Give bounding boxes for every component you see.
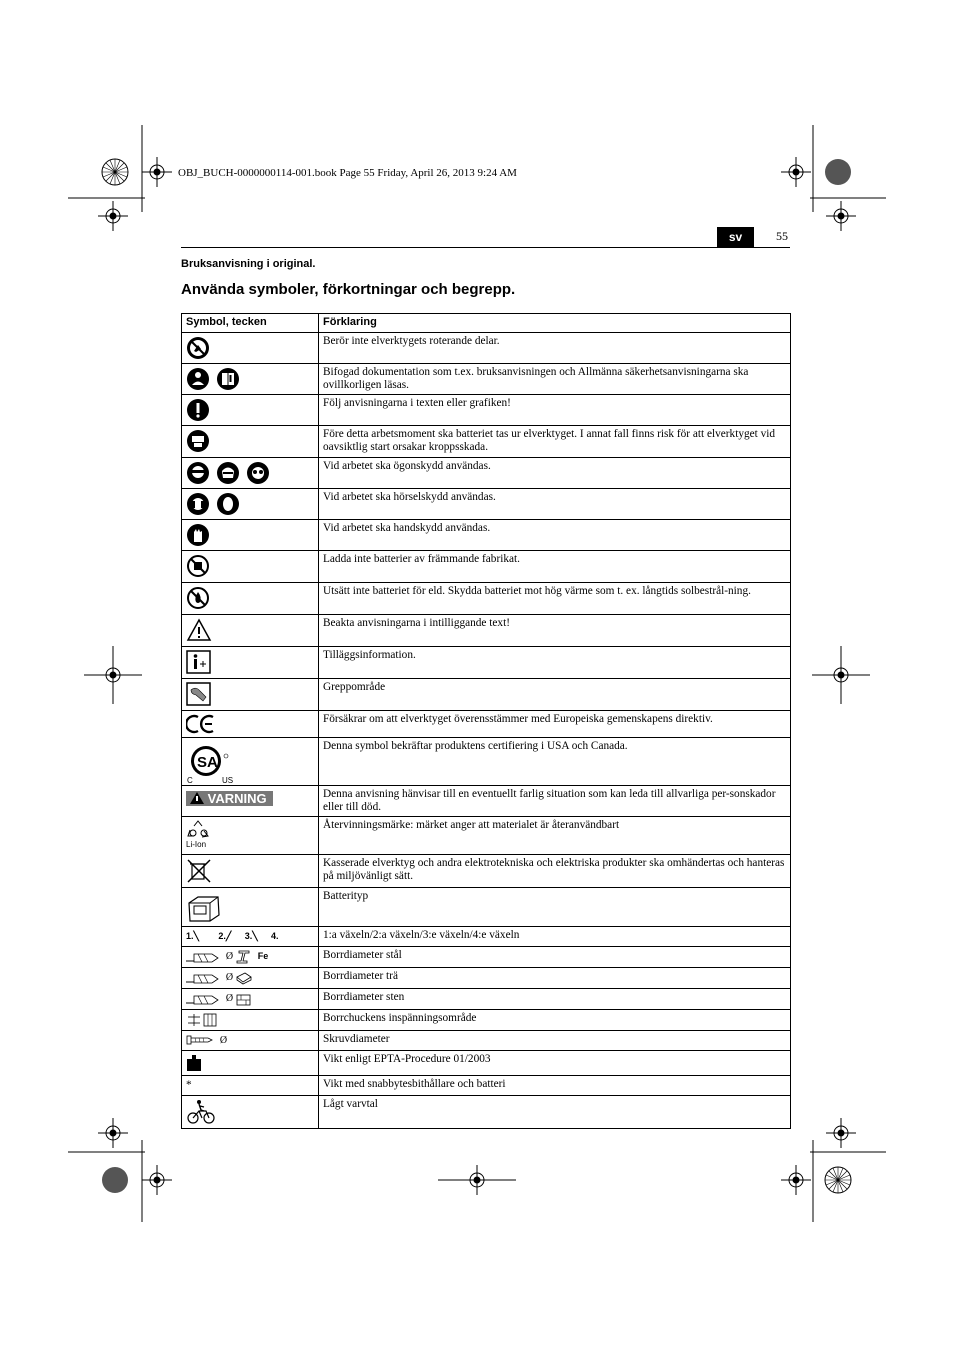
face-shield-icon	[216, 461, 240, 485]
table-row	[182, 1096, 791, 1129]
explanation-cell: Utsätt inte batteriet för eld. Skydda batteriet mot hög värme som t. ex. långtids solbestrål-ning.	[319, 583, 791, 615]
explanation-cell: Bifogad dokumentation som t.ex. bruksanvisningen och Allmänna säkerhetsanvisningarna ska ovillkorligen läsas.	[319, 364, 791, 395]
table-row	[182, 738, 791, 786]
exclamation-icon	[186, 398, 210, 422]
drill-bit-icon	[186, 992, 220, 1006]
diameter-symbol: Ø	[225, 951, 234, 962]
explanation-cell: Denna anvisning hänvisar till en eventuellt farlig situation som kan leda till allvarliga per-sonskador eller till död.	[319, 786, 791, 817]
explanation-cell: Lågt varvtal	[319, 1096, 791, 1129]
table-row	[182, 489, 791, 520]
column-header-explanation: Förklaring	[319, 314, 791, 333]
explanation-cell: Borrdiameter stål	[319, 947, 791, 968]
explanation-cell: Borrdiameter sten	[319, 989, 791, 1010]
explanation-cell: Återvinningsmärke: märket anger att materialet är återanvändbart	[319, 817, 791, 855]
weee-bin-icon	[186, 858, 212, 884]
no-foreign-battery-icon	[186, 554, 210, 578]
table-row	[182, 647, 791, 679]
explanation-cell: Beakta anvisningarna i intilliggande text!	[319, 615, 791, 647]
ce-mark-icon	[186, 714, 216, 734]
gear-2-label: 2.	[218, 931, 226, 941]
info-icon	[186, 650, 212, 674]
explanation-cell: Försäkrar om att elverktyget överensstämmer med Europeiska gemenskapens direktiv.	[319, 711, 791, 738]
explanation-cell: Vid arbetet ska hörselskydd användas.	[319, 489, 791, 520]
table-row	[182, 551, 791, 583]
head-protection-icon	[216, 492, 240, 516]
explanation-cell: Tilläggsinformation.	[319, 647, 791, 679]
table-row: 1.╲ 2.╱ 3.╲ 4. 1:a växeln/2:a växeln/3:e växeln/4:e växeln	[182, 927, 791, 947]
language-badge: sv	[717, 227, 754, 247]
bicycle-icon	[186, 1099, 216, 1125]
diameter-symbol: Ø	[225, 972, 234, 983]
fe-label: Fe	[257, 951, 269, 961]
grip-area-icon	[186, 682, 212, 706]
explanation-cell: Vid arbetet ska handskydd användas.	[319, 520, 791, 551]
header-rule	[181, 247, 790, 248]
table-row	[182, 1076, 791, 1096]
table-row	[182, 786, 791, 817]
subtitle: Bruksanvisning i original.	[181, 258, 316, 270]
column-header-symbol: Symbol, tecken	[182, 314, 319, 333]
battery-pack-icon	[186, 891, 222, 923]
varning-text: VARNING	[207, 791, 267, 806]
page-title: Använda symboler, förkortningar och begrepp.	[181, 281, 516, 298]
screw-icon	[186, 1034, 214, 1046]
table-row	[182, 888, 791, 927]
drill-bit-icon	[186, 971, 220, 985]
explanation-cell: Greppområde	[319, 679, 791, 711]
explanation-cell: Denna symbol bekräftar produktens certifiering i USA och Canada.	[319, 738, 791, 786]
manual-book-icon	[216, 367, 240, 391]
table-row	[182, 458, 791, 489]
gloves-icon	[186, 523, 210, 547]
li-ion-label: Li-Ion	[186, 840, 207, 849]
table-row	[182, 947, 791, 968]
no-touch-rotating-parts-icon	[186, 336, 210, 360]
table-row	[182, 711, 791, 738]
chuck-range-icon	[186, 1013, 220, 1027]
recycling-icon	[186, 820, 212, 840]
explanation-cell: Borrdiameter trä	[319, 968, 791, 989]
brick-icon	[236, 992, 252, 1006]
explanation-cell: Före detta arbetsmoment ska batteriet tas ur elverktyget. I annat fall finns risk för att elverktyget vid oavsiktlig start orsakar kroppsskada.	[319, 426, 791, 458]
table-row	[182, 583, 791, 615]
explanation-cell: Vikt enligt EPTA-Procedure 01/2003	[319, 1051, 791, 1076]
explanation-cell: Borrchuckens inspänningsområde	[319, 1010, 791, 1031]
warning-triangle-icon	[190, 792, 204, 804]
gear-4-label: 4.	[271, 931, 279, 941]
explanation-cell: Följ anvisningarna i texten eller grafiken!	[319, 395, 791, 426]
table-header-row	[182, 314, 791, 333]
warning-triangle-icon	[186, 618, 212, 642]
table-row	[182, 1031, 791, 1051]
drill-bit-icon	[186, 950, 220, 964]
table-row	[182, 817, 791, 855]
table-row	[182, 968, 791, 989]
steel-profile-icon	[236, 950, 252, 964]
table-row	[182, 395, 791, 426]
asterisk-symbol: *	[186, 1079, 192, 1091]
page-number: 55	[776, 229, 788, 243]
table-row	[182, 426, 791, 458]
explanation-cell: 1:a växeln/2:a växeln/3:e växeln/4:e växeln	[319, 927, 791, 947]
explanation-cell: Ladda inte batterier av främmande fabrikat.	[319, 551, 791, 583]
varning-label	[186, 791, 273, 806]
table-row	[182, 989, 791, 1010]
weight-icon	[186, 1054, 202, 1072]
explanation-cell: Vikt med snabbytesbithållare och batteri	[319, 1076, 791, 1096]
table-row	[182, 364, 791, 395]
diameter-symbol: Ø	[219, 1035, 228, 1046]
explanation-cell: Vid arbetet ska ögonskydd användas.	[319, 458, 791, 489]
svg-text:SA: SA	[197, 754, 218, 771]
table-row	[182, 333, 791, 364]
symbol-table	[181, 313, 791, 1129]
table-row	[182, 520, 791, 551]
table-row	[182, 1010, 791, 1031]
explanation-cell: Kasserade elverktyg och andra elektrotekniska och elektriska produkter ska omhändertas och hanteras på miljövänligt sätt.	[319, 855, 791, 888]
remove-battery-icon	[186, 429, 210, 453]
hearing-protection-icon	[186, 492, 210, 516]
wood-icon	[236, 971, 252, 985]
table-row	[182, 615, 791, 647]
explanation-cell: Skruvdiameter	[319, 1031, 791, 1051]
no-fire-icon	[186, 586, 210, 610]
csa-us-label: US	[222, 776, 234, 785]
explanation-cell: Batterityp	[319, 888, 791, 927]
table-row	[182, 855, 791, 888]
gear-1-label: 1.	[186, 931, 194, 941]
read-manual-icon	[186, 367, 210, 391]
eye-protection-icon	[186, 461, 210, 485]
csa-c-label: C	[187, 776, 193, 785]
explanation-cell: Berör inte elverktygets roterande delar.	[319, 333, 791, 364]
diameter-symbol: Ø	[225, 993, 234, 1004]
table-row	[182, 1051, 791, 1076]
gear-3-label: 3.	[244, 931, 253, 941]
book-info-line: OBJ_BUCH-0000000114-001.book Page 55 Friday, April 26, 2013 9:24 AM	[178, 167, 517, 179]
table-row	[182, 679, 791, 711]
goggles-icon	[246, 461, 270, 485]
